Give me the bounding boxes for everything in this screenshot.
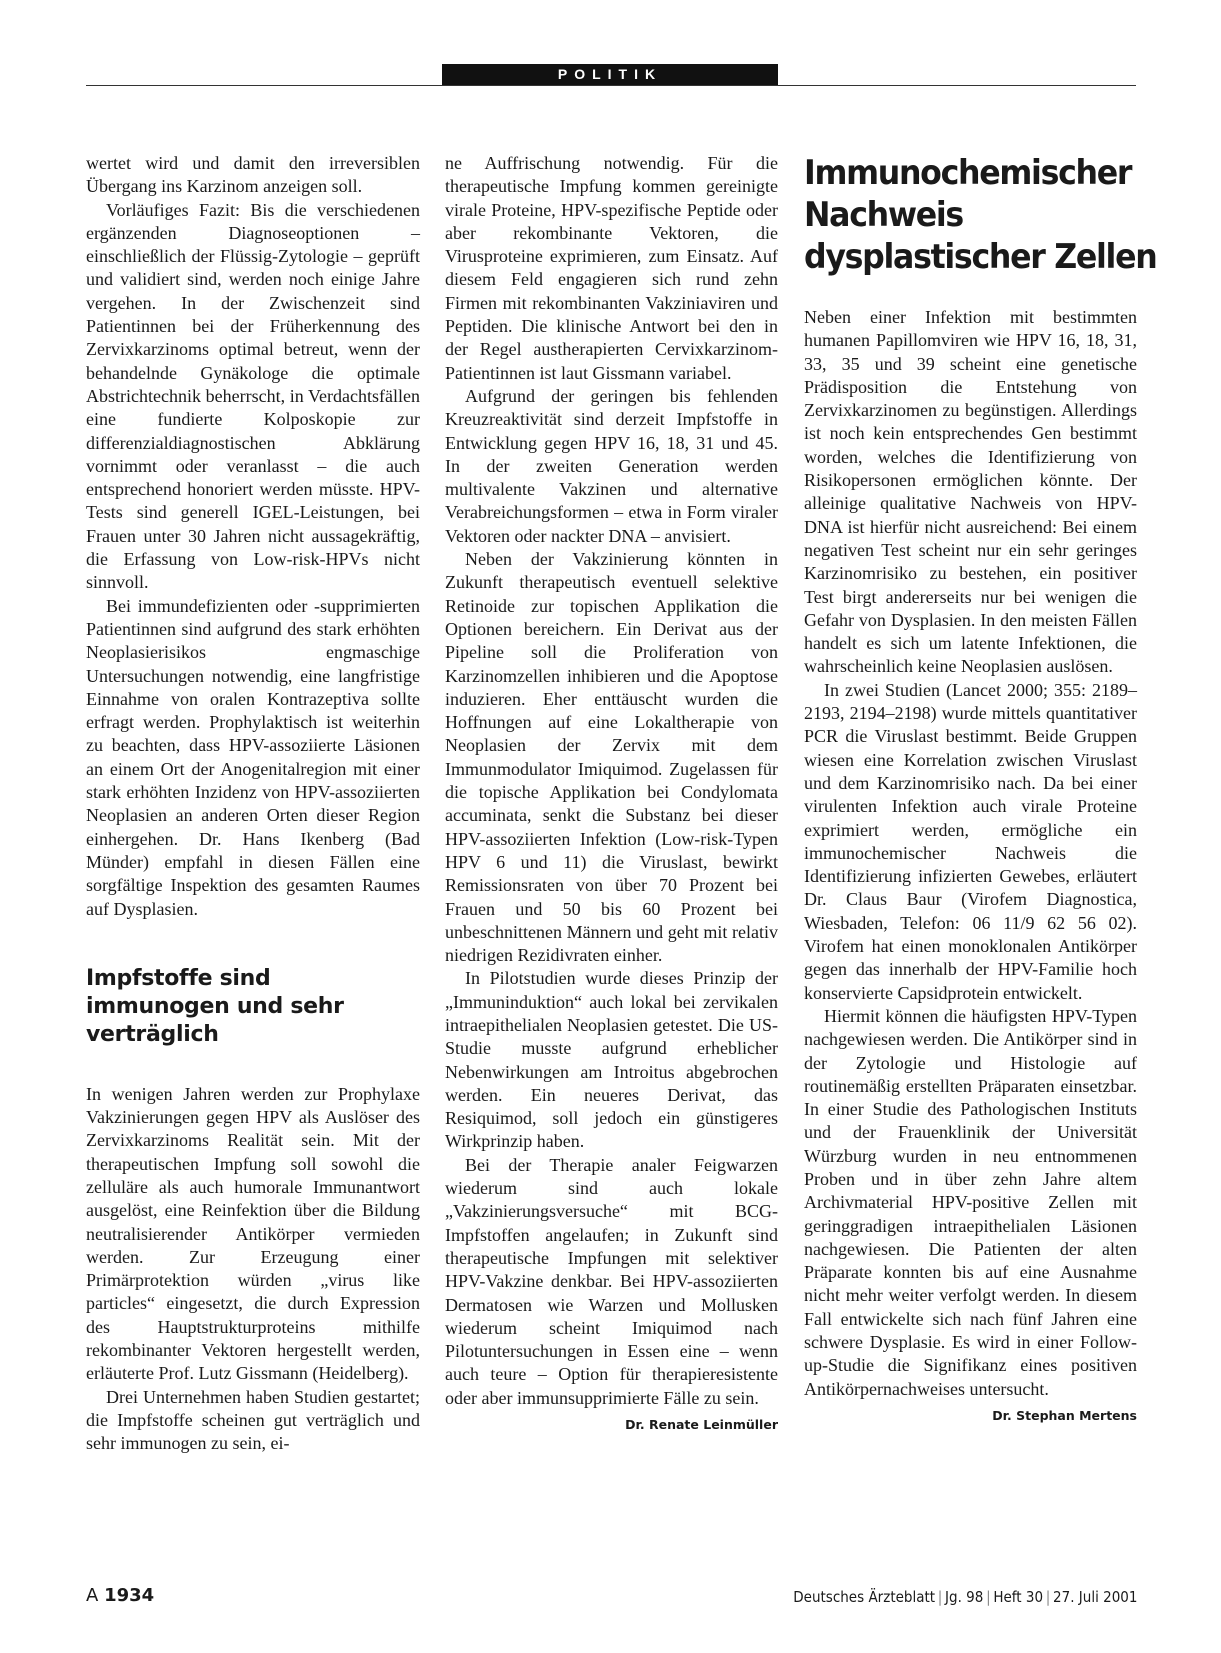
journal-date: 27. Juli 2001	[1052, 1588, 1137, 1606]
paragraph: Bei immundefizienten oder -supprimierten Patientinnen sind aufgrund des stark erhöhten Neoplasierisikos engmaschige Untersuchungen notwendig, eine langfristige Einnahme von oralen Kontrazeptiva sollte erfragt werden. Prophylaktisch ist weiterhin zu beachten, dass HPV-assoziierte Läsionen an einem Ort der Anogenitalregion mit einer stark erhöhten Inzidenz von HPV-assoziierten Neoplasien an anderen Orten dieser Region einhergehen. Dr. Hans Ikenberg (Bad Münder) empfahl in diesen Fällen eine sorgfältige Inspektion des gesamten Raumes auf Dysplasien.	[86, 595, 420, 919]
header-rule	[86, 85, 1136, 86]
journal-footer	[793, 1588, 1137, 1606]
headline-line: dysplastischer Zellen	[804, 237, 1157, 277]
page-number-value: 1934	[104, 1585, 155, 1606]
paragraph: Aufgrund der geringen bis fehlenden Kreuzreaktivität sind derzeit Impfstoffe in Entwicklung gegen HPV 16, 18, 31 und 45. In der zweiten Generation werden multivalente Vakzinen und alternative Verabreichungsformen – etwa in Form viraler Vektoren oder nackter DNA – anvisiert.	[445, 385, 778, 546]
paragraph	[445, 1154, 778, 1433]
separator: |	[985, 1588, 991, 1606]
subheading: Impfstoffe sind immunogen und sehr verträglich	[86, 965, 344, 1047]
paragraph: In wenigen Jahren werden zur Prophylaxe Vakzinierungen gegen HPV als Auslöser des Zervixkarzinoms Realität sein. Mit der therapeutischen Impfung soll sowohl die zelluläre als auch humorale Immunantwort ausgelöst, eine Reinfektion über die Bildung neutralisierender Antikörper vermieden werden. Zur Erzeugung einer Primärprotektion würden „virus like particles“ eingesetzt, die durch Expression des Hauptstrukturproteins mithilfe rekombinanter Vektoren hergestellt werden, erläuterte Prof. Lutz Gissmann (Heidelberg).	[86, 1083, 420, 1384]
paragraph: In zwei Studien (Lancet 2000; 355: 2189–2193, 2194–2198) wurde mittels quantitativer PCR die Viruslast bestimmt. Beide Gruppen wiesen eine Korrelation zwischen Viruslast und dem Karzinomrisiko nach. Da bei einer virulenten Infektion auch virale Proteine exprimiert werden, ermögliche ein immunochemischer Nachweis die Identifizierung infizierten Gewebes, erläutert Dr. Claus Baur (Virofem Diagnostica, Wiesbaden, Telefon: 06 11/9 62 56 02). Virofem hat einen monoklonalen Antikörper gegen das innerhalb der HPV-Familie hoch konservierte Capsidprotein entwickelt.	[804, 679, 1137, 1003]
article-headline	[804, 152, 1157, 278]
paragraph: Vorläufiges Fazit: Bis die verschiedenen ergänzenden Diagnoseoptionen – einschließlich der Flüssig-Zytologie – geprüft und validiert sind, werden noch einige Jahre vergehen. In der Zwischenzeit sind Patientinnen bei der Früherkennung des Zervixkarzinoms optimal betreut, wenn der behandelnde Gynäkologe die optimale Abstrichtechnik beherrscht, in Verdachtsfällen eine fundierte Kolposkopie zur differenzialdiagnostischen Abklärung vornimmt oder veranlasst – die auch entsprechend honoriert werden müsste. HPV-Tests sind generell IGEL-Leistungen, bei Frauen unter 30 Jahren nicht aussagekräftig, die Erfassung von Low-risk-HPVs nicht sinnvoll.	[86, 199, 420, 593]
page-number	[86, 1585, 154, 1606]
author-byline: Dr. Stephan Mertens	[992, 1407, 1137, 1423]
column-2	[445, 152, 778, 1436]
paragraph-text: Bei der Therapie analer Feigwarzen wiederum sind auch lokale „Vakzinierungsversuche“ mit BCG-Impfstoffen angelaufen; in Zukunft sind therapeutische Impfungen mit selektiver HPV-Vakzine denkbar. Bei HPV-assoziierten Dermatosen wie Warzen und Mollusken wiederum scheint Imiquimod nach Pilotuntersuchungen in Essen eine – wenn auch teure – Option für therapieresistente oder aber immunsupprimierte Fälle zu sein.	[445, 1154, 778, 1408]
paragraph: ne Auffrischung notwendig. Für die therapeutische Impfung kommen gereinigte virale Proteine, HPV-spezifische Peptide oder aber rekombinante Vektoren, die Virusproteine exprimieren, zum Einsatz. Auf diesem Feld engagieren sich rund zehn Firmen mit rekombinanten Vakziniaviren und Peptiden. Die klinische Antwort bei den in der Regel austherapierten Cervixkarzinom-Patientinnen ist laut Gissmann variabel.	[445, 153, 778, 383]
paragraph: In Pilotstudien wurde dieses Prinzip der „Immuninduktion“ auch lokal bei zervikalen intraepithelialen Neoplasien getestet. Die US-Studie musste aufgrund erheblicher Nebenwirkungen am Introitus abgebrochen werden. Ein neueres Derivat, das Resiquimod, soll jedoch ein günstigeres Wirkprinzip haben.	[445, 968, 778, 1152]
paragraph: Neben der Vakzinierung könnten in Zukunft therapeutisch eventuell selektive Retinoide zur topischen Applikation die Optionen bereichern. Ein Derivat aus der Pipeline soll die Proliferation von Karzinomzellen inhibieren und die Apoptose induzieren. Eher enttäuscht wurden die Hoffnungen auf eine Lokaltherapie von Neoplasien der Zervix mit dem Immunmodulator Imiquimod. Zugelassen für die topische Applikation bei Condylomata accuminata, senkt die Substanz bei dieser HPV-assoziierten Infektion (Low-risk-Typen HPV 6 und 11) die Viruslast, bewirkt Remissionsraten von über 70 Prozent bei Frauen und 50 bis 60 Prozent bei unbeschnittenen Männern und geht mit relativ niedrigen Rezidivraten einher.	[445, 549, 778, 966]
paragraph-text: Hiermit können die häufigsten HPV-Typen nachgewiesen werden. Die Antikörper sind in der Zytologie und Histologie auf routinemäßig erstellten Präparaten einsetzbar. In einer Studie des Pathologischen Instituts und der Frauenklinik der Universität Würzburg wurden in neu entnommenen Proben und in über zehn Jahre altem Archivmaterial HPV-positive Zellen mit geringgradigen intraepithelialen Läsionen nachgewiesen. Die Patienten der alten Präparate konnten bis auf eine Ausnahme nicht mehr weiter verfolgt werden. In diesem Fall entwickelte sich nach fünf Jahren eine schwere Dysplasie. Es wird in einer Follow-up-Studie die Signifikanz eines positiven Antikörpernachweises untersucht.	[804, 1005, 1137, 1399]
column-1	[86, 152, 420, 1456]
author-byline: Dr. Renate Leinmüller	[625, 1417, 778, 1433]
headline-line: Nachweis	[804, 195, 963, 235]
journal-issue: Heft 30	[992, 1588, 1043, 1606]
page-prefix: A	[86, 1585, 99, 1606]
headline-line: Immunochemischer	[804, 153, 1132, 193]
column-3	[804, 152, 1157, 1427]
journal-name: Deutsches Ärzteblatt	[792, 1588, 935, 1606]
section-label: POLITIK	[442, 64, 778, 85]
separator: |	[937, 1588, 942, 1606]
paragraph	[804, 1005, 1137, 1423]
separator: |	[1045, 1588, 1050, 1606]
paragraph: wertet wird und damit den irreversiblen Übergang ins Karzinom anzeigen soll.	[86, 153, 420, 197]
paragraph: Drei Unternehmen haben Studien gestartet; die Impfstoffe scheinen gut verträglich und sehr immunogen zu sein, ei-	[86, 1386, 420, 1454]
journal-volume: Jg. 98	[944, 1588, 983, 1606]
paragraph: Neben einer Infektion mit bestimmten humanen Papillomviren wie HPV 16, 18, 31, 33, 35 und 39 scheint eine genetische Prädisposition die Entstehung von Zervixkarzinomen zu begünstigen. Allerdings ist noch kein entsprechendes Gen bestimmt worden, welches die Identifizierung von Risikopersonen ermöglichen könnte. Der alleinige qualitative Nachweis von HPV-DNA ist hierfür nicht ausreichend: Bei einem negativen Test scheint nur ein sehr geringes Karzinomrisiko zu bestehen, ein positiver Test birgt andererseits nur bei wenigen die Gefahr von Dysplasien. In den meisten Fällen handelt es sich um latente Infektionen, die wahrscheinlich keine Neoplasien auslösen.	[804, 307, 1137, 677]
